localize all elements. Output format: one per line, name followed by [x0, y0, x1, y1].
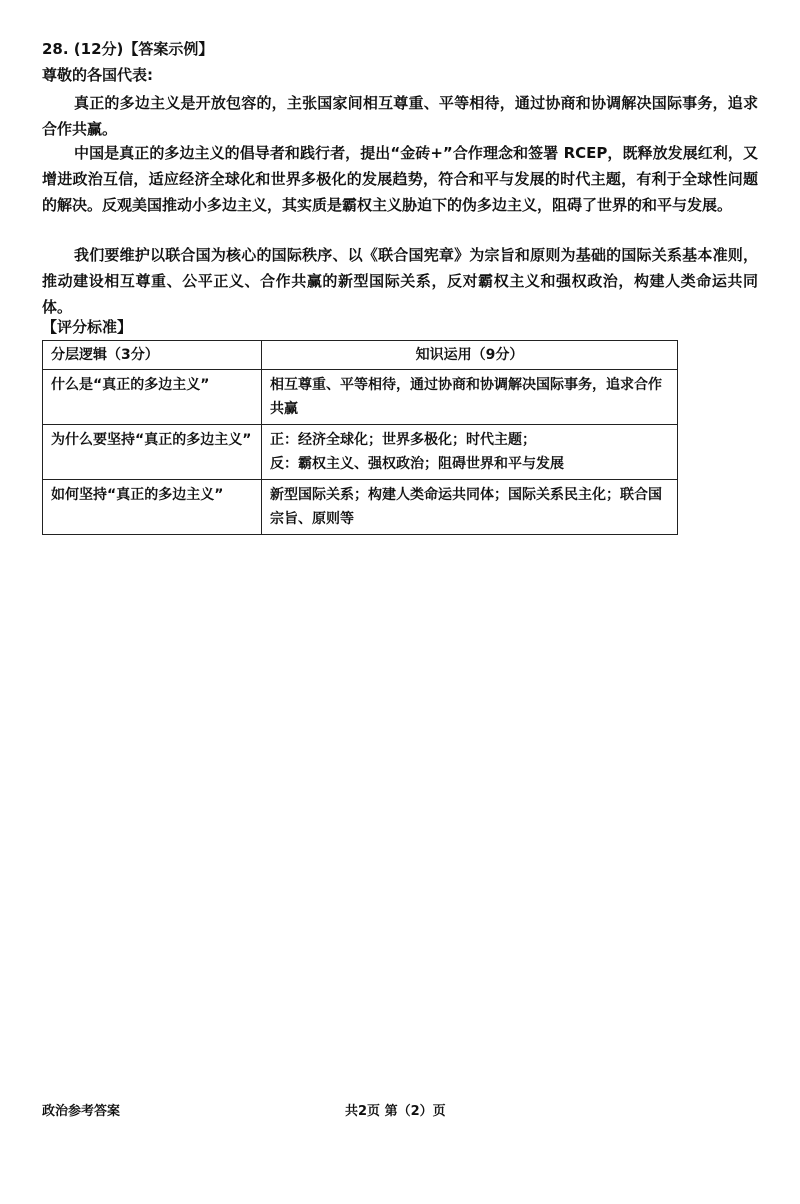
table-header-row [43, 341, 678, 370]
answer-paragraph-2: 中国是真正的多边主义的倡导者和践行者，提出“金砖+”合作理念和签署 RCEP，既释放发展红利，又增进政治互信，适应经济全球化和世界多极化的发展趋势，符合和平与发展的时代主题，有利于全球性问题的解决。反观美国推动小多边主义，其实质是霸权主义胁迫下的伪多边主义，阻碍了世界的和平与发展。 [42, 144, 758, 214]
table-row [43, 370, 678, 425]
footer-page-number: 共2页 第（2）页 [345, 1104, 446, 1119]
salutation: 尊敬的各国代表: [42, 66, 153, 84]
table-row [43, 425, 678, 480]
question-header: 28. (12分)【答案示例】 [42, 40, 214, 58]
knowledge-cell [262, 425, 678, 480]
table-row [43, 480, 678, 535]
criteria-table [42, 340, 678, 535]
column-header-knowledge: 知识运用（9分） [262, 341, 678, 370]
logic-cell: 如何坚持“真正的多边主义” [43, 480, 262, 535]
answer-paragraph-3: 我们要维护以联合国为核心的国际秩序、以《联合国宪章》为宗旨和原则为基础的国际关系基本准则，推动建设相互尊重、公平正义、合作共赢的新型国际关系，反对霸权主义和强权政治，构建人类命运共同体。 [42, 246, 758, 316]
knowledge-cell [262, 370, 678, 425]
column-header-logic: 分层逻辑（3分） [43, 341, 262, 370]
knowledge-cell [262, 480, 678, 535]
knowledge-line: 正：经济全球化；世界多极化；时代主题； [270, 432, 536, 448]
criteria-title: 【评分标准】 [42, 318, 133, 336]
knowledge-line: 新型国际关系；构建人类命运共同体；国际关系民主化；联合国宗旨、原则等 [270, 487, 662, 527]
knowledge-line: 相互尊重、平等相待，通过协商和协调解决国际事务，追求合作共赢 [270, 377, 662, 417]
answer-paragraph-1: 真正的多边主义是开放包容的，主张国家间相互尊重、平等相待，通过协商和协调解决国际事务，追求合作共赢。 [42, 94, 758, 138]
knowledge-line: 反：霸权主义、强权政治；阻碍世界和平与发展 [270, 456, 564, 472]
logic-cell: 什么是“真正的多边主义” [43, 370, 262, 425]
logic-cell: 为什么要坚持“真正的多边主义” [43, 425, 262, 480]
footer-subject: 政治参考答案 [42, 1104, 121, 1119]
